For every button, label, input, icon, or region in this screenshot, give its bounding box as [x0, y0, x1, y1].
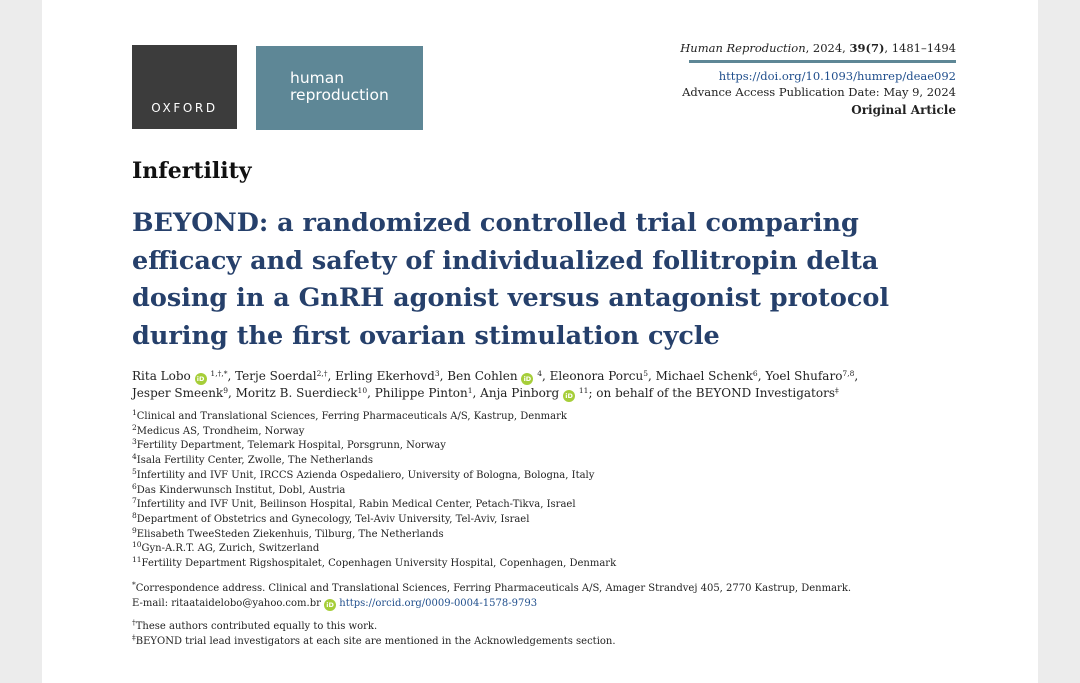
author-affiliation-marker: 2,†	[316, 369, 328, 378]
affiliation-number: 10	[132, 540, 142, 550]
author-line-1: Rita Lobo iD $^{1,\dagger,*}$, Terje Soerdal$^{2,\dagger}$, Erling Ekerhovd$^3$, Ben Cohlen iD $^4$, Eleonora Porcu$^5$, Michael Schenk$^6$, Yoel Shufaro$^{7,8}$,	[132, 369, 859, 383]
affiliation-text: Department of Obstetrics and Gynecology, Tel-Aviv University, Tel-Aviv, Israel	[136, 513, 530, 525]
author-name[interactable]: Terje Soerdal	[235, 369, 317, 383]
correspondence	[132, 581, 851, 611]
affiliation-text: Fertility Department Rigshospitalet, Copenhagen University Hospital, Copenhagen, Denmark	[141, 558, 617, 570]
author-affiliation-marker: 5	[643, 369, 648, 378]
affiliation-number: 2	[132, 422, 137, 432]
citation-year: , 2024,	[805, 41, 850, 55]
footnote-text: BEYOND trial lead investigators at each site are mentioned in the Acknowledgements section.	[135, 635, 616, 647]
affiliation-text: Medicus AS, Trondheim, Norway	[136, 425, 305, 437]
orcid-icon[interactable]: iD	[521, 373, 533, 385]
author-list	[132, 368, 912, 402]
author-name[interactable]: Michael Schenk	[655, 369, 753, 383]
affiliation	[132, 466, 616, 484]
author-group: ; on behalf of the BEYOND Investigators	[588, 386, 835, 400]
citation-pages: , 1481–1494	[884, 41, 956, 55]
footnote-marker: †	[132, 618, 136, 627]
author-name[interactable]: Erling Ekerhovd	[335, 369, 435, 383]
orcid-icon[interactable]: iD	[195, 373, 207, 385]
author-line-2: Jesper Smeenk$^9$, Moritz B. Suerdieck$^{10}$, Philippe Pinton$^1$, Anja Pinborg iD $^{11}$; on behalf of the BEYOND Investigators‡	[132, 386, 839, 400]
advance-access-date: Advance Access Publication Date: May 9, 2024	[682, 85, 956, 99]
section-heading: Infertility	[132, 158, 252, 184]
author-group-marker: ‡	[835, 386, 839, 395]
affiliation-number: 6	[132, 481, 137, 491]
affiliation	[132, 525, 616, 543]
affiliation-number: 5	[132, 466, 137, 476]
affiliation-text: Isala Fertility Center, Zwolle, The Netherlands	[136, 455, 374, 467]
author-affiliation-marker: 3	[434, 369, 440, 378]
footnotes	[132, 620, 616, 649]
author-name[interactable]: Moritz B. Suerdieck	[235, 386, 358, 400]
article-page	[42, 0, 1038, 683]
author-name[interactable]: Yoel Shufaro	[765, 369, 843, 383]
oxford-logo-text: OXFORD	[151, 101, 218, 115]
affiliation	[132, 510, 616, 528]
affiliation	[132, 542, 616, 557]
doi-link[interactable]: https://doi.org/10.1093/humrep/deae092	[718, 69, 956, 83]
author-affiliation-marker: 1	[467, 386, 473, 395]
author-name[interactable]: Anja Pinborg	[480, 386, 560, 400]
author-affiliation-marker: 6	[752, 369, 758, 378]
footnote	[132, 620, 616, 635]
article-meta	[680, 40, 956, 118]
affiliation-text: Fertility Department, Telemark Hospital, Porsgrunn, Norway	[136, 440, 446, 452]
journal-logo-line1: human	[290, 69, 345, 87]
author-name[interactable]: Rita Lobo	[132, 369, 191, 383]
author-name[interactable]: Eleonora Porcu	[549, 369, 644, 383]
affiliation-text: Gyn-A.R.T. AG, Zurich, Switzerland	[141, 543, 320, 555]
author-name[interactable]: Ben Cohlen	[447, 369, 518, 383]
affiliation-text: Infertility and IVF Unit, IRCCS Azienda Ospedaliero, University of Bologna, Bologna, Italy	[136, 469, 595, 481]
correspondence-email[interactable]: E-mail: ritaataidelobo@yahoo.com.br	[132, 598, 321, 609]
orcid-icon[interactable]: iD	[563, 390, 575, 402]
meta-divider	[689, 60, 956, 63]
affiliation	[132, 454, 616, 469]
affiliation-text: Clinical and Translational Sciences, Ferring Pharmaceuticals A/S, Kastrup, Denmark	[136, 411, 567, 422]
orcid-link[interactable]: https://orcid.org/0009-0004-1578-9793	[339, 598, 538, 609]
author-affiliation-marker: 11	[578, 386, 589, 395]
author-affiliation-marker: 7,8	[842, 369, 855, 378]
affiliation	[132, 422, 616, 440]
author-affiliation-marker: 1,†,*	[210, 369, 228, 378]
affiliation-number: 3	[132, 437, 137, 447]
orcid-icon[interactable]: iD	[324, 599, 336, 611]
affiliation-number: 9	[132, 525, 137, 535]
affiliation-list	[132, 410, 616, 572]
footnote	[132, 632, 616, 650]
citation	[680, 40, 956, 56]
affiliation-text: Infertility and IVF Unit, Beilinson Hospital, Rabin Medical Center, Petach-Tikva, Israel	[136, 499, 576, 511]
affiliation-number: 8	[132, 510, 137, 520]
author-name[interactable]: Jesper Smeenk	[132, 386, 224, 400]
affiliation	[132, 439, 616, 454]
affiliation-text: Elisabeth TweeSteden Ziekenhuis, Tilburg, The Netherlands	[136, 528, 444, 540]
author-affiliation-marker: 10	[357, 386, 368, 395]
article-title: BEYOND: a randomized controlled trial comparing efficacy and safety of individualized follitropin delta dosing in a GnRH agonist versus antagonist protocol during the first ovarian stimulation cycle	[132, 208, 890, 351]
correspondence-marker: *	[132, 580, 136, 589]
oxford-logo[interactable]	[132, 45, 237, 129]
footnote-marker: ‡	[132, 632, 136, 642]
affiliation	[132, 498, 616, 513]
affiliation	[132, 557, 616, 572]
author-name[interactable]: Philippe Pinton	[374, 386, 468, 400]
correspondence-address: Correspondence address. Clinical and Translational Sciences, Ferring Pharmaceuticals A/S, Amager Strandvej 405, 2770 Kastrup, Denmark.	[135, 583, 852, 594]
journal-logo[interactable]	[256, 46, 423, 130]
affiliation	[132, 410, 616, 425]
citation-volume: 39(7)	[849, 41, 885, 55]
journal-logo-line2: reproduction	[290, 86, 389, 104]
affiliation-number: 7	[132, 496, 137, 506]
author-affiliation-marker: 4	[537, 369, 542, 378]
affiliation-text: Das Kinderwunsch Institut, Dobl, Austria	[136, 484, 346, 496]
affiliation-number: 4	[132, 452, 137, 462]
author-affiliation-marker: 9	[223, 386, 228, 395]
journal-name: Human Reproduction	[680, 41, 806, 55]
affiliation-number: 1	[132, 408, 137, 417]
footnote-text: These authors contributed equally to this work.	[135, 621, 378, 632]
affiliation-number: 11	[132, 555, 142, 565]
affiliation	[132, 481, 616, 499]
article-type: Original Article	[851, 103, 956, 117]
